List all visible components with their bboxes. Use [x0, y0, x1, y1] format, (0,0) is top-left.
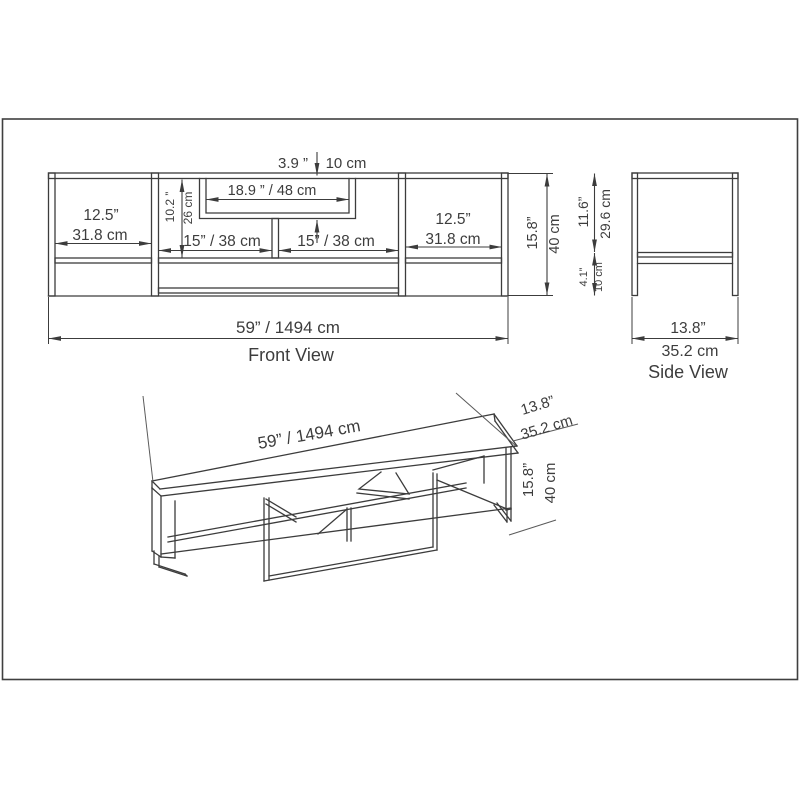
iso-frame-bottom-bar — [264, 550, 437, 581]
side-leg-height-inches: 4.1” — [578, 267, 590, 287]
front-top-reveal-cm: 10 cm — [325, 155, 367, 172]
front-center-divider — [272, 219, 279, 259]
side-top-panel — [632, 173, 738, 179]
iso-height-cm: 40 cm — [542, 462, 559, 504]
front-top-panel — [49, 173, 509, 179]
front-mid-left-width: 15” / 38 cm — [183, 233, 261, 250]
perspective-view-dimensions — [143, 393, 578, 535]
front-total-height-inches: 15.8” — [525, 216, 541, 250]
side-depth-inches: 13.8” — [670, 320, 706, 337]
front-total-height-cm: 40 cm — [547, 214, 563, 254]
side-body-height-cm: 29.6 cm — [597, 189, 613, 239]
front-divider-left — [152, 173, 159, 296]
side-leg-height-cm: 10 cm — [593, 262, 605, 292]
front-right-width-cm: 31.8 cm — [425, 231, 481, 248]
iso-total-width: 59” / 1494 cm — [256, 416, 362, 453]
iso-interior-floor-edge — [437, 480, 507, 509]
front-right-wall — [502, 173, 509, 296]
side-back-leg — [733, 173, 739, 296]
drawing-border — [3, 119, 798, 680]
front-left-width-inches: 12.5” — [83, 207, 119, 224]
side-view-drawing — [632, 173, 738, 296]
front-lower-bar — [159, 288, 399, 293]
iso-interior-back-top — [433, 456, 484, 470]
iso-height-inches: 15.8” — [520, 462, 537, 498]
front-mid-right-width: 15” / 38 cm — [297, 233, 375, 250]
front-right-width-inches: 12.5” — [435, 211, 471, 228]
front-shelf-left — [55, 258, 152, 263]
front-left-width-cm: 31.8 cm — [72, 227, 128, 244]
iso-hanging-partition-left — [266, 499, 296, 517]
iso-depth-cm: 35.2 cm — [518, 411, 575, 444]
iso-panel-front-bottom-edge — [161, 453, 518, 496]
iso-depth-inches: 13.8” — [518, 392, 557, 419]
front-shelf-middle — [159, 258, 399, 263]
front-top-reveal-inches: 3.9 ” — [277, 155, 309, 172]
front-view-label: Front View — [248, 345, 334, 365]
iso-middle-shelf — [168, 483, 466, 537]
side-front-leg — [632, 173, 638, 296]
iso-hanging-shelf — [359, 472, 409, 494]
front-center-shelf-width: 18.9 ” / 48 cm — [227, 183, 317, 199]
side-body-height-inches: 11.6” — [575, 196, 591, 228]
front-total-width: 59” / 1494 cm — [236, 318, 340, 337]
front-shelf-right — [406, 258, 502, 263]
side-depth-cm: 35.2 cm — [661, 343, 719, 360]
side-bottom-panel — [638, 253, 733, 258]
iso-panel-front-edge — [160, 446, 517, 489]
front-inner-height-cm: 26 cm — [181, 191, 195, 225]
front-inner-height-inches: 10.2 ” — [163, 191, 177, 223]
iso-bottom-edge — [161, 508, 511, 554]
side-view-label: Side View — [648, 362, 728, 382]
side-view-dimensions — [575, 174, 738, 383]
front-divider-right — [399, 173, 406, 296]
front-left-wall — [49, 173, 56, 296]
